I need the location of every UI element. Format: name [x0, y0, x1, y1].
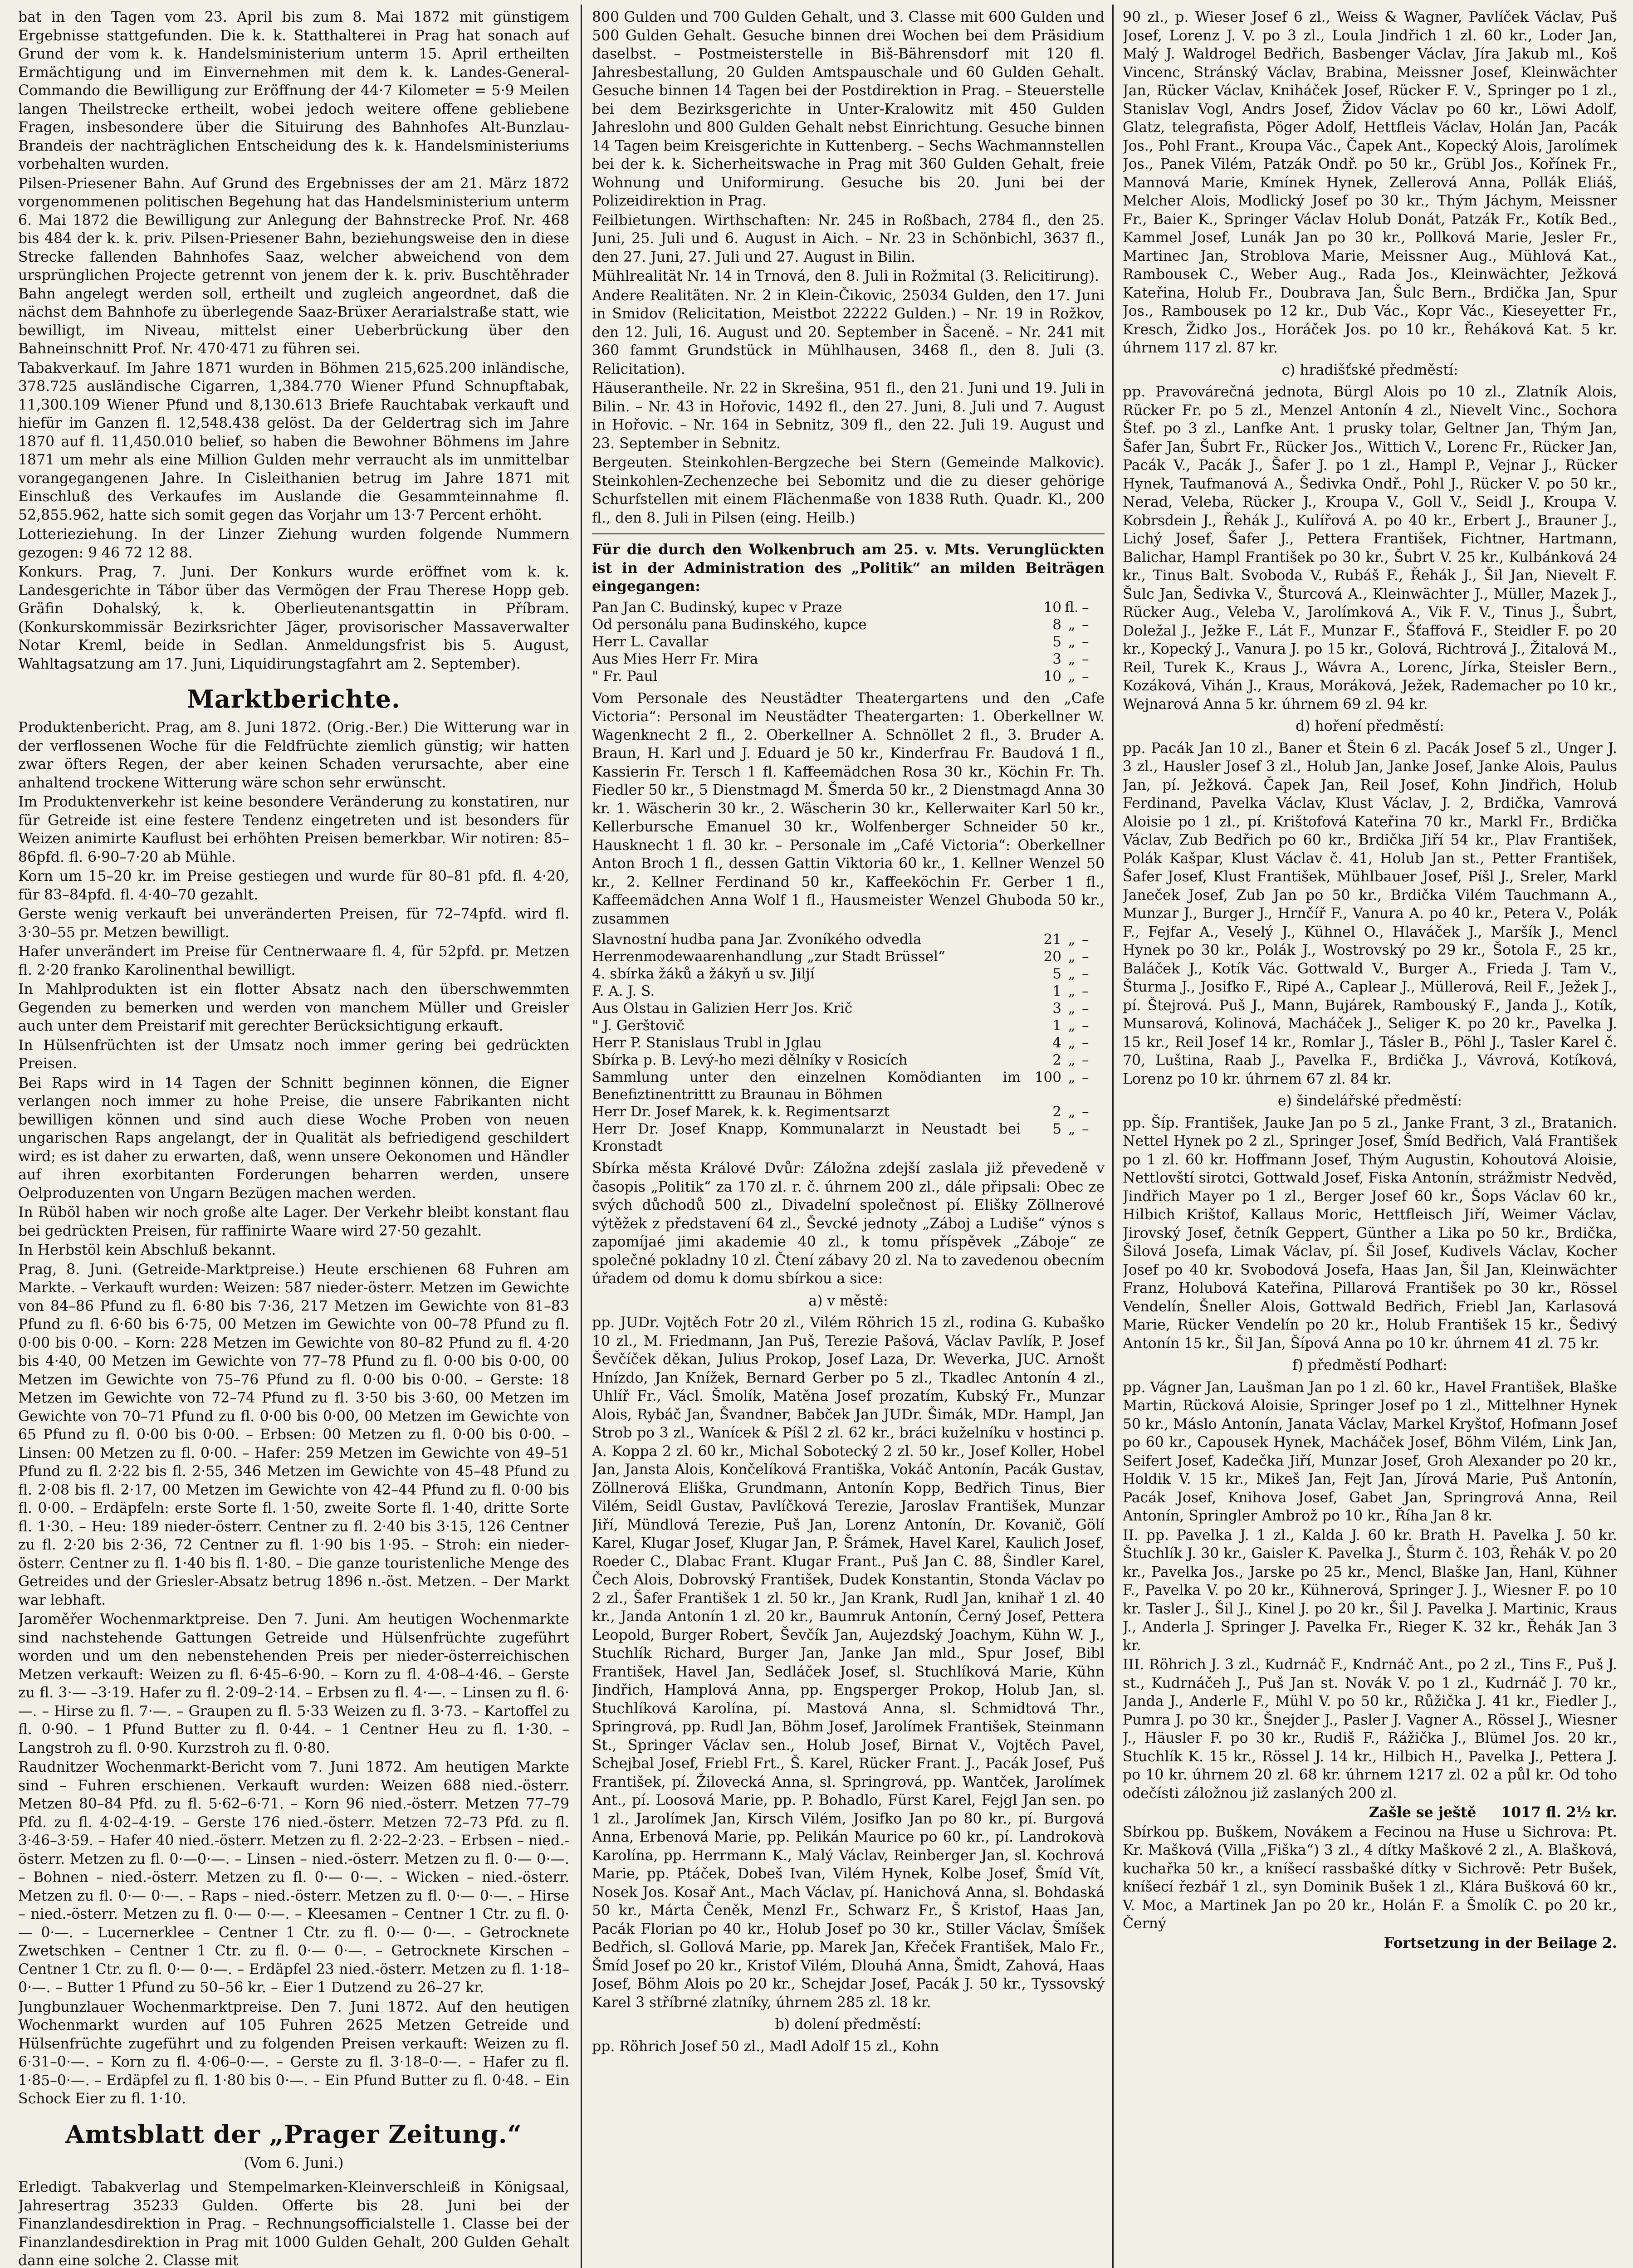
donation-cents: –: [1082, 650, 1089, 667]
donation-currency: „: [1068, 1035, 1076, 1051]
donation-donor: Herrenmodewaarenhandlung „zur Stadt Brüssel“: [592, 948, 945, 965]
donation-currency: „: [1068, 1121, 1076, 1137]
article-paragraph: In Hülsenfrüchten ist der Umsatz noch immer gering bei gedrückten Preisen.: [18, 1037, 569, 1072]
donation-amount: 100: [1034, 1069, 1061, 1085]
donation-row: [592, 1120, 1105, 1155]
donation-row: [592, 1000, 1105, 1017]
donation-donor: F. A. J. S.: [592, 983, 655, 999]
article-paragraph: bat in den Tagen vom 23. April bis zum 8. Mai 1872 mit günstigem Ergebnisse stattgefunden. Die k. k. Statthalterei in Prag hat sonach auf Grund der vom k. k. Handelsministerium unterm 15. April ertheilten Ermächtigung und im Einvernehmen mit dem k. k. Landes-General-Commando die Bewilligung zur Eröffnung der 44·7 Kilometer = 5·9 Meilen langen Theilstrecke ertheilt, wobei jedoch weitere offene gebliebene Fragen, insbesondere über die Situirung des Bahnhofes Alt-Bunzlau-Brandeis der nachträglichen Entscheidung des k. k. Handelsministeriums vorbehalten wurden.: [18, 9, 569, 172]
donation-row: [592, 1034, 1105, 1051]
article-paragraph: Produktenbericht. Prag, am 8. Juni 1872. (Orig.-Ber.) Die Witterung war in der verflossenen Woche für die Feldfrüchte ziemlich günstig; wir hatten zwar öfters Regen, der aber keinen Schaden verursachte, aber eine anhaltend trockene Witterung wäre schon sehr erwünscht.: [18, 719, 569, 791]
article-paragraph: Vom Personale des Neustädter Theatergartens und den „Cafe Victoria“: Personal im Neustädter Theatergarten: 1. Oberkellner W. Wagenknecht 2 fl., 2. Oberkellner A. Schnöllet 2 fl., 3. Bruder A. Braun, H. Karl und J. Eduard je 50 kr., Kinderfrau Fr. Baudová 1 fl., Kassierin Fr. Tersch 1 fl. Kaffeemädchen Rosa 30 kr., Köchin Fr. Th. Fiedler 50 kr., 5 Dienstmagd M. Šmerda 50 kr., 2 Dienstmagd Anna 30 kr. 1. Wäscherin 30 kr., 2. Wäscherin 30 kr., Kellerwaiter Karl 50 kr., Kellerbursche Emanuel 30 kr., Wolfenberger Schneider 50 kr., Hausknecht 1 fl. 30 kr. – Personale im „Café Victoria“: Oberkellner Anton Broch 1 fl., dessen Gattin Viktoria 60 kr., 1. Kellner Wenzel 50 kr., 2. Kellner Ferdinand 50 kr., Kaffeeköchin Fr. Gerber 1 fl., Kaffeemädchen Anna Wolf 1 fl., Hausmeister Wenzel Ghuboda 50 kr., zusammen: [592, 690, 1105, 927]
donation-donor: Od personálu pana Budinského, kupce: [592, 616, 867, 633]
article-paragraph: pp. Pacák Jan 10 zl., Baner et Štein 6 zl. Pacák Josef 5 zl., Unger J. 3 zl., Hausler Josef 3 zl., Holub Jan, Janke Josef, Janke Alois, Paulus Jan, pí. Ježková. Čapek Jan, Reil Josef, Kohn Jindřich, Holub Ferdinand, Pavelka Václav, Klust Václav, J. 2, Brdička, Vamrová Aloisie po 1 zl., pí. Krištofová Kateřina 70 kr., Markl Fr., Brdička Václav, Zub Bedřich po 60 kr., Brdička Jiří 54 kr., Plav František, Polák Kašpar, Klust Václav č. 41, Holub Jan st., Petter František, Šafer Josef, Klust František, Mühlbauer Josef, Píšl J., Sreler, Markl Janeček Josef, Zub Jan po 50 kr., Brdička Vilém Tauchmann A., Munzar J., Burger J., Hrnčíř F., Vanura A. po 40 kr., Petera V., Polák F., Fejfar A., Veselý J., Kühnel O., Hlaváček J., Maršík J., Mencl Hynek po 30 kr., Polák J., Wostrovský po 29 kr., Šotola F., 25 kr., Baláček J., Kotík Vác. Gottwald V., Burger A., Frieda J. Tam V., Šturma J., Josifko F., Ripé A., Caplear J., Müllerová, Reil F., Ježek J., pí. Štejrová. Puš J., Mann, Bujárek, Rambouský F., Janda J., Kotík, Munsarová, Kolinová, Macháček J., Seliger K. po 20 kr., Pavelka J. 15 kr., Reil Josef 14 kr., Romlar J., Tásler B., Pöhl J., Tasler Karel č. 70, Luština, Raab J., Pavelka F., Brdička J., Vávrová, Kotíková, Lorenz po 10 kr. úhrnem 67 zl. 84 kr.: [1123, 740, 1617, 1087]
column-2: [592, 8, 1105, 2268]
column-3: [1123, 8, 1617, 2268]
article-paragraph: Gerste wenig verkauft bei unveränderten Preisen, für 72–74pfd. wird fl. 3·30–55 pr. Metzen bewilligt.: [18, 906, 569, 941]
donation-row: [592, 668, 1105, 685]
donation-currency: „: [1068, 616, 1076, 633]
donation-amount: 4: [1052, 1035, 1061, 1051]
donation-amount: 3: [1052, 1000, 1061, 1017]
donation-currency: „: [1068, 1104, 1076, 1120]
donation-currency: „: [1068, 948, 1076, 965]
subsection-label: d) hoření předměstí:: [1296, 718, 1444, 734]
article-paragraph: Korn um 15–20 kr. im Preise gestiegen und wurde für 80–81 pfd. fl. 4·20, für 83–84pfd. fl. 4·40–70 gezahlt.: [18, 868, 569, 903]
article-paragraph: pp. JUDr. Vojtěch Fotr 20 zl., Vilém Röhrich 15 zl., rodina G. Kubaško 10 zl., M. Friedmann, Jan Puš, Terezie Pašová, Václav Pavlík, P. Josef Ševčíček děkan, Julius Prokop, Josef Laza, Dr. Weverka, JUC. Arnošt Hnízdo, Jan Knížek, Bernard Gerber po 5 zl., Tkadlec Antonín 4 zl., Uhlíř Fr., Václ. Šmolík, Matěna Josef prozatím, Kubský Fr., Munzar Alois, Rybáč Jan, Švandner, Babček Jan JUDr. Šimák, MDr. Hampl, Jan Strob po 3 zl., Wanícek & Píšl 2 zl. 62 kr., bráci kuželníku v hostinci p. A. Koppa 2 zl. 60 kr., Michal Sobotecký 2 zl. 50 kr., Josef Koller, Hobel Jan, Jansta Alois, Končelíková Františka, Vokáč Antonín, Pacák Gustav, Zöllnerová Eliška, Grundmann, Antonín Kopp, Bedřich Tinus, Bier Vilém, Seidl Gustav, Pavlíčková Terezie, Jaroslav František, Munzar Jiří, Mündlová Terezie, Puš Jan, Lorenz Antonín, Dr. Kovanič, Gölí Karel, Klugar Josef, Klugar Jan, P. Šrámek, Havel Karel, Kaulich Josef, Roeder C., Dlabac Frant. Klugar Frant., Puš Jan C. 88, Šindler Karel, Čech Alois, Dobrovský František, Dudek Konstantin, Stonda Václav po 2 zl., Šafer František 1 zl. 50 kr., Jan Krank, Rudl Jan, knihař 1 zl. 40 kr., Janda Antonín 1 zl. 20 kr., Baumruk Antonín, Černý Josef, Pettera Leopold, Burger Robert, Ševčík Jan, Aujezdský Joachym, Kühn W. J., Stuchlík Richard, Burger Jan, Janke Jan mld., Spur Josef, Bibl František, Havel Jan, Sedláček Josef, sl. Stuchlíková Marie, Kühn Jindřich, Hamplová Anna, pp. Engsperger Prokop, Holub Jan, sl. Stuchlíková Karolína, pí. Mastová Anna, sl. Schmidtová Thr., Springrová, pp. Rudl Jan, Böhm Josef, Jarolímek František, Steinmann St., Springer Václav sen., Holub Josef, Birnat V., Vojtěch Pavel, Schejbal Josef, Friebl Frt., Š. Karel, Rücker Frant. J., Pacák Josef, Puš František, pí. Žilovecká Anna, sl. Springrová, pp. Wantček, Jarolímek Ant., pí. Loosová Marie, pp. P. Bohadlo, Fürst Karel, Fejgl Jan sen. po 1 zl., Jarolímek Jan, Kirsch Vilém, Josifko Jan po 80 kr., pí. Burgová Anna, Erbenová Marie, pp. Pelikán Maurice po 60 kr., pí. Landrokovà Karolína, pp. Herrmann K., Malý Václav, Reinberger Jan, sl. Kochrová Marie, pp. Ptáček, Dobeš Ivan, Vilém Hynek, Kolbe Josef, Šmíd Vít, Nosek Jos. Kosař Ant., Mach Václav, pí. Hanichová Anna, sl. Bohdaská 50 kr., Márta Čeněk, Menzl Fr., Schwarz Fr., Š Kristof, Haas Jan, Pacák Florian po 40 kr., Holub Josef po 30 kr., Stiller Václav, Šmíšek Bedřich, sl. Gollová Marie, pp. Marek Jan, Křeček František, Malo Fr., Šmíd Josef po 20 kr., Kristof Vilém, Dlouhá Anna, Šmidt, Zahová, Haas Josef, Böhm Alois po 20 kr., Schejdar Josef, Pacák J. 50 kr., Tyssovský Karel 3 stříbrné zlatníky, úhrnem 285 zl. 18 kr.: [592, 1315, 1105, 2011]
remaining-label: Zašle se ještě: [1369, 1804, 1477, 1821]
donation-donor: Sammlung unter den einzelnen Komödianten im Benefiztinentrittt zu Braunau in Böhmen: [592, 1069, 1021, 1103]
donation-row: [592, 982, 1105, 1000]
continuation-note: Fortsetzung in der Beilage 2.: [1384, 1934, 1617, 1951]
donation-cents: –: [1082, 1017, 1089, 1034]
donation-cents: –: [1082, 948, 1089, 965]
article-paragraph: Im Produktenverkehr ist keine besondere Veränderung zu konstatiren, nur für Getreide ist eine festere Tendenz eingetreten und ist besonders für Weizen animirte Kauflust bei erhöhten Preisen bemerkbar. Wir notiren: 85–86pfd. fl. 6·90–7·20 ab Mühle.: [18, 794, 569, 865]
article-paragraph: III. Röhrich J. 3 zl., Kudrnáč F., Kndrnáč Ant., po 2 zl., Tins F., Puš J. st., Kudrnáčeh J., Puš Jan st. Novák V. po 1 zl., Kudrnáč J. 70 kr., Janda J., Anderle F., Mühl V. po 50 kr., Růžička J. 41 kr., Fiedler J., Pumra J. po 30 kr., Šnejder J., Pasler J. Vagner A., Rössel J., Wiesner J., Häusler F. po 30 kr., Rudiš F., Rážička J., Blümel Jos. 20 kr., Stuchlík K. 15 kr., Rössel J. 14 kr., Hilbich H., Pavelka J., Pettera J. po 10 kr. úhrnem 20 zl. 68 kr. úhrnem 1217 zl. 02 a půl kr. Od toho odečísti záložnou již zaslaných 200 zl.: [1123, 1657, 1617, 1802]
article-paragraph: Mühlrealität Nr. 14 in Trnová, den 8. Juli in Rožmital (3. Relicitirung).: [592, 268, 1100, 284]
donation-currency: „: [1068, 1000, 1076, 1017]
donation-row: [592, 650, 1105, 668]
article-paragraph: pp. Röhrich Josef 50 zl., Madl Adolf 15 zl., Kohn: [592, 2038, 939, 2055]
donation-row: [592, 616, 1105, 633]
donation-donor: " J. Gerštovič: [592, 1017, 684, 1034]
donation-donor: Sbírka p. B. Levý-ho mezi dělníky v Rosicích: [592, 1052, 908, 1068]
donation-cents: –: [1082, 668, 1089, 684]
donation-currency: „: [1068, 966, 1076, 982]
donation-cents: –: [1082, 633, 1089, 650]
article-paragraph: Hafer unverändert im Preise für Centnerwaare fl. 4, für 52pfd. pr. Metzen fl. 2·20 franko Karolinenthal bewilligt.: [18, 943, 569, 978]
subsection-label: f) předměstí Podharť:: [1292, 1357, 1447, 1374]
article-paragraph: In Rüböl haben wir noch große alte Lager. Der Verkehr bleibt konstant flau bei gedrückten Preisen, für raffinirte Waare wird 27·50 gezahlt.: [18, 1204, 569, 1239]
donation-amount: 21: [1043, 931, 1061, 948]
donation-currency: fl.: [1065, 599, 1079, 616]
donation-donor: Herr Dr. Josef Marek, k. k. Regimentsarzt: [592, 1104, 890, 1120]
donation-cents: –: [1082, 599, 1089, 616]
divider: [592, 533, 1105, 534]
column-rule: [581, 5, 582, 2268]
donation-amount: 1: [1052, 1017, 1061, 1034]
donation-amount: 5: [1052, 1121, 1061, 1137]
article-paragraph: Pilsen-Priesener Bahn. Auf Grund des Ergebnisses der am 21. März 1872 vorgenommenen politischen Begehung hat das Handelsministerium unterm 6. Mai 1872 die Bewilligung zur Anlegung der Bahnstrecke Prof. Nr. 468 bis 484 der k. k. priv. Pilsen-Priesener Bahn, beziehungsweise den in diese Strecke fallenden Bahnhofes Saaz, welcher abweichend von dem ursprünglichen Projecte getrennt von jenem der k. k. priv. Buschtěhrader Bahn angelegt werden soll, ertheilt und zugleich angeordnet, daß die nächst dem Bahnhofe zu überlegende Saaz-Brüxer Aerarialstraße statt, wie bewilligt, im Niveau, mittelst einer Ueberbrückung über den Bahneinschnitt Prof. Nr. 470·471 zu führen sei.: [18, 175, 569, 357]
donation-row: [592, 965, 1105, 982]
section-heading: Amtsblatt der „Prager Zeitung.“: [65, 2119, 522, 2149]
donation-cents: –: [1082, 1121, 1089, 1137]
donation-row: [592, 1069, 1105, 1103]
donations-table-2: [592, 931, 1105, 1155]
donation-cents: –: [1082, 1069, 1089, 1085]
article-paragraph: Raudnitzer Wochenmarkt-Bericht vom 7. Juni 1872. Am heutigen Markte sind – Fuhren erschienen. Verkauft wurden: Weizen 688 nied.-österr. Metzen 80–84 Pfd. zu fl. 5·62–6·71. – Korn 96 nied.-österr. Metzen 77–79 Pfd. zu fl. 4·02–4·19. – Gerste 176 nied.-österr. Metzen 72–73 Pfd. zu fl. 3·46–3·59. – Hafer 40 nied.-österr. Metzen zu fl. 2·22–2·23. – Erbsen – nied.-österr. Metzen zu fl. 0·—0·—. – Linsen – nied.-österr. Metzen zu fl. 0·— 0·—. – Bohnen – nied.-österr. Metzen zu fl. 0·— 0·—. – Wicken – nied.-österr. Metzen zu fl. 0·— 0·—. – Raps – nied.-österr. Metzen zu fl. 0·— 0·—. – Hirse – nied.-österr. Metzen zu fl. 0·— 0·—. – Kleesamen – Centner 1 Ctr. zu fl. 0·— 0·—. – Lucernerklee – Centner 1 Ctr. zu fl. 0·— 0·—. – Getrocknete Zwetschken – Centner 1 Ctr. zu fl. 0·— 0·—. – Getrocknete Kirschen – Centner 1 Ctr. zu fl. 0·— 0·—. – Erdäpfel 23 nied.-österr. Metzen zu fl. 1·18–0·—. – Butter 1 Pfund zu 50–56 kr. – Eier 1 Dutzend zu 26–27 kr.: [18, 1759, 569, 1996]
donation-currency: „: [1068, 983, 1076, 999]
donation-row: [592, 948, 1105, 965]
donation-row: [592, 599, 1105, 616]
donation-currency: „: [1068, 1017, 1076, 1034]
remaining-value: 1017 fl. 2½ kr.: [1501, 1804, 1617, 1821]
donation-row: [592, 931, 1105, 948]
donation-cents: –: [1082, 966, 1089, 982]
article-paragraph: pp. Pravovárečná jednota, Bürgl Alois po 10 zl., Zlatník Alois, Rücker Fr. po 5 zl., Menzel Antonín 4 zl., Nievelt Vinc., Sochora Štef. po 3 zl., Lanfke Ant. 1 prusky tolar, Geltner Jan, Thým Jan, Šafer Jan, Šubrt Fr., Rücker Jos., Wittich V., Lorenc Fr., Rücker Jan, Pacák V., Pacák J., Šafer J. po 1 zl., Hampl P., Vejnar J., Rücker Hynek, Taufmanová A., Šedivka Ondř., Pohl J., Rücker V. po 50 kr., Nerad, Veleba, Rücker J., Kroupa V., Goll V., Seidl J., Kroupa V. Kobrsdein J., Řehák J., Kulířová A. po 40 kr., Erbert J., Brauner J., Lichý Josef, Šafer J., Pettera František, Fichtner, Hartmann, Balichar, Hampl František po 30 kr., Šubrt V. 25 kr., Kulbánková 24 kr., Tinus Balt. Svoboda V., Rubáš F., Řehák J., Šil Jan, Nievelt F. Šulc Jan, Šedivka V., Šturcová A., Kleinwächter J., Müller, Mazek J., Rücker Aug., Veleba V., Jarolímková A., Vik F. V., Tinus J., Šubrt, Doležal J., Ježke F., Lát F., Munzar F., Šťaffová F., Steidler F. po 20 kr., Kopecký J., Vanura J. po 15 kr., Golová, Richtrová J., Žitalová M., Reil, Turek K., Kraus J., Wávra A., Lorenc, Jírka, Steisler Bern., Kozáková, Vihán J., Kraus, Moráková, Ježek, Rademacher po 10 kr., Wejnarová Anna 5 kr. úhrnem 69 zl. 94 kr.: [1123, 384, 1617, 713]
donations-table-1: [592, 599, 1105, 685]
article-paragraph: 800 Gulden und 700 Gulden Gehalt, und 3. Classe mit 600 Gulden und 500 Gulden Gehalt. Gesuche binnen drei Wochen bei dem Präsidium daselbst. – Postmeisterstelle in Biš-Bährensdorf mit 120 fl. Jahresbestallung, 20 Gulden Amtspauschale und 60 Gulden Gehalt. Gesuche binnen 14 Tagen bei der Postdirektion in Prag. – Steuerstelle bei dem Bezirksgerichte in Unter-Kralowitz mit 450 Gulden Jahreslohn und 800 Gulden Gehalt nebst Einrichtung. Gesuche binnen 14 Tagen beim Kreisgerichte in Kuttenberg. – Sechs Wachmannstellen bei der k. k. Sicherheitswache in Prag mit 360 Gulden Gehalt, freie Wohnung und Uniformirung. Gesuche bis 20. Juni bei der Polizeidirektion in Prag.: [592, 9, 1105, 209]
article-paragraph: Jungbunzlauer Wochenmarktpreise. Den 7. Juni 1872. Auf den heutigen Wochenmarkt wurden auf 105 Fuhren 2625 Metzen Getreide und Hülsenfrüchte zugeführt und zu folgenden Preisen verkauft: Weizen zu fl. 6·31–0·—. – Korn zu fl. 4·06–0·—. – Gerste zu fl. 3·18–0·—. – Hafer zu fl. 1·85–0·—. – Erdäpfel zu fl. 1·80 bis 0·—. – Ein Pfund Butter zu fl. 0·48. – Ein Schock Eier zu fl. 1·10.: [18, 1999, 569, 2107]
subsection-label: a) v městě:: [808, 1292, 888, 1309]
column-rule: [1112, 5, 1114, 2268]
article-paragraph: Jaroměřer Wochenmarktpreise. Den 7. Juni. Am heutigen Wochenmarkte sind nachstehende Gattungen Getreide und Hülsenfrüchte zugeführt worden und um den nebenstehenden Preis per nieder-österreichischen Metzen verkauft: Weizen zu fl. 6·45–6·90. – Korn zu fl. 4·08–4·46. – Gerste zu fl. 3·— –3·19. Hafer zu fl. 2·09–2·14. – Erbsen zu fl. 4·—. – Linsen zu fl. 6·—. – Hirse zu fl. 7·—. – Graupen zu fl. 5·33 Weizen zu fl. 3·73. – Kartoffel zu fl. 0·90. – 1 Pfund Butter zu fl. 0·44. – 1 Centner Heu zu fl. 1·30. – Langstroh zu fl. 0·90. Kurzstroh zu fl. 0·80.: [18, 1611, 569, 1756]
donation-amount: 8: [1052, 616, 1061, 633]
donation-donor: Herr L. Cavallar: [592, 633, 709, 650]
donation-cents: –: [1082, 931, 1089, 948]
subsection-label: b) dolení předměstí:: [775, 2016, 922, 2033]
donation-row: [592, 1017, 1105, 1034]
donation-donor: " Fr. Paul: [592, 668, 658, 684]
donation-currency: „: [1068, 1069, 1076, 1085]
donation-currency: „: [1068, 1052, 1076, 1068]
donation-donor: Aus Olstau in Galizien Herr Jos. Krič: [592, 1000, 853, 1017]
donation-amount: 1: [1052, 983, 1061, 999]
article-paragraph: pp. Šíp. František, Jauke Jan po 5 zl., Janke Frant, 3 zl., Bratanich. Nettel Hynek po 2 zl., Springer Josef, Šmíd Bedřich, Valá František po 1 zl. 60 kr. Hoffmann Josef, Thým Augustin, Kohoutová Aloisie, Nettlovští sirotci, Gottwald Josef, Fiska Antonín, strážmistr Nedvěd, Jindřich Mayer po 1 zl., Berger Josef 60 kr., Šops Václav 60 kr., Hilbich Krištof, Kallaus Moric, Hettfleisch Jiří, Weimer Václav, Jirovský Josef, četník Geppert, Günther a Lika po 50 kr., Brdička, Šilová Josefa, Limak Václav, pí. Šil Josef, Kudivels Václav, Kocher Josef po 40 kr. Svobodová Josefa, Haas Jan, Šil Jan, Kleinwächter Franz, Holubová Kateřina, Pillarová František po 30 kr., Rössel Vendelín, Šneller Alois, Gottwald Bedřich, Friebl Jan, Karlasová Marie, Rücker Vendelín po 20 kr., Holub František 15 kr., Šedivý Antonín 15 kr., Šil Jan, Šípová Anna po 10 kr. úhrnem 41 zl. 75 kr.: [1123, 1114, 1617, 1352]
donation-donor: Aus Mies Herr Fr. Mira: [592, 650, 758, 667]
donation-currency: „: [1068, 668, 1076, 684]
article-paragraph: Konkurs. Prag, 7. Juni. Der Konkurs wurde eröffnet vom k. k. Landesgerichte in Tábor über das Vermögen der Frau Therese Hopp geb. Gräfin Dohalský, k. k. Oberlieutenantsgattin in Příbram. (Konkurskommissär Bezirksrichter Jäger, provisorischer Massaverwalter Notar Kreml, beide in Sedlan. Anmeldungsfrist bis 5. August, Wahltagsatzung am 17. Juni, Liquidirungstagfahrt am 2. September).: [18, 564, 569, 672]
article-paragraph: In Mahlprodukten ist ein flotter Absatz nach den überschwemmten Gegenden zu bemerken und werden von manchem Müller und Greisler auch unter dem Preistarif mit gerechter Berücksichtigung erkauft.: [18, 981, 569, 1034]
article-paragraph: Bergeuten. Steinkohlen-Bergzeche bei Stern (Gemeinde Malkovic). Steinkohlen-Zechenzeche bei Sebomitz und die zu dieser gehörige Schurfstellen mit einem Flächenmaße von 1838 Ruth. Quadr. Kl., 200 fl., den 8. Juli in Pilsen (eing. Heilb.): [592, 455, 1105, 526]
article-paragraph: Feilbietungen. Wirthschaften: Nr. 245 in Roßbach, 2784 fl., den 25. Juni, 25. Juli und 6. August in Aich. – Nr. 23 in Schönbichl, 3637 fl., den 27. Juni, 27. Juli und 27. August in Bilin.: [592, 212, 1105, 265]
donation-cents: –: [1082, 1104, 1089, 1120]
article-paragraph: Sbírka města Králové Dvůr: Záložna zdejší zaslala již převedeně v časopis „Politik“ za 170 zl. r. č. úhrnem 200 zl., dále připsali: Obec ze svých důchodů 500 zl., Divadelní společnost pí. Elišky Zöllnerové výtěžek z představení 64 zl., Ševcké jednoty „Záboj a Ludiše“ výnos s zapomíjaé jimi akademie 40 zl., k tomu příspěvek „Záboje“ ze společné pokladny 10 zl. Čtení zábavy 20 zl. Na to zavedenou obecním úřadem od domu k domu sbírkou a sice:: [592, 1160, 1105, 1287]
donation-row: [592, 1103, 1105, 1120]
donation-currency: „: [1068, 650, 1076, 667]
article-paragraph: Bei Raps wird in 14 Tagen der Schnitt beginnen können, die Eigner verlangen noch immer zu hohe Preise, die unsere Fabrikanten nicht bewilligen können und sind auch diese Woche Proben von neuen ungarischen Raps angelangt, der in Qualität als befriedigend geschildert wird; es ist daher zu erwarten, daß, wenn unsere Oekonomen und Händler auf ihren exorbitanten Forderungen beharren werden, unsere Oelproduzenten von Ungarn Bezügen machen werden.: [18, 1075, 569, 1202]
donation-currency: „: [1068, 931, 1076, 948]
donation-row: [592, 633, 1105, 650]
donation-cents: –: [1082, 1000, 1089, 1017]
donation-cents: –: [1082, 1052, 1089, 1068]
article-paragraph: II. pp. Pavelka J. 1 zl., Kalda J. 60 kr. Brath H. Pavelka J. 50 kr. Štuchlík J. 30 kr., Gaisler K. Pavelka J., Šturm č. 103, Řehák V. po 20 kr., Pavelka Jos., Jarske po 25 kr., Mencl, Blaške Jan, Hanl, Kühner F., Pavelka V. po 20 kr., Kühnerová, Springer J. J., Wiesner F. po 10 kr. Tasler J., Šil J., Kinel J. po 20 kr., Šil J. Pavelka J. Martinic, Kraus J., Anderla J. Springer J. Pavelka Fr., Rieger K. 32 kr., Řehák Jan 3 kr.: [1123, 1527, 1617, 1654]
donation-amount: 5: [1052, 633, 1061, 650]
donation-row: [592, 1051, 1105, 1069]
article-paragraph: Prag, 8. Juni. (Getreide-Marktpreise.) Heute erschienen 68 Fuhren am Markte. – Verkauft wurden: Weizen: 587 nieder-österr. Metzen im Gewichte von 84–86 Pfund zu fl. 6·80 bis 7·36, 217 Metzen im Gewichte von 81–83 Pfund zu fl. 6·60 bis 6·75, 00 Metzen im Gewichte von 00–78 Pfund zu fl. 0·00 bis 0·00. – Korn: 228 Metzen im Gewichte von 80–82 Pfund zu fl. 4·20 bis 4·40, 00 Metzen im Gewichte von 77–78 Pfund zu fl. 0·00 bis 0·00, 00 Metzen im Gewichte von 75–76 Pfund zu fl. 0·00 bis 0·00. – Gerste: 18 Metzen im Gewichte von 72–74 Pfund zu fl. 3·50 bis 3·60, 00 Metzen im Gewichte von 70–71 Pfund zu fl. 0·00 bis 0·00, 00 Metzen im Gewichte von 65 Pfund zu fl. 0·00 bis 0·00. – Erbsen: 00 Metzen zu fl. 0·00 bis 0·00. – Linsen: 00 Metzen zu fl. 0·00. – Hafer: 259 Metzen im Gewichte von 49–51 Pfund zu fl. 2·22 bis fl. 2·55, 346 Metzen im Gewichte von 45–48 Pfund zu fl. 2·08 bis fl. 2·17, 00 Metzen im Gewichte von 42–44 Pfund zu fl. 0·00 bis fl. 0·00. – Erdäpfeln: erste Sorte fl. 1·50, zweite Sorte fl. 1·40, dritte Sorte fl. 1·30. – Heu: 189 nieder-österr. Centner zu fl. 2·40 bis 3·15, 126 Centner zu fl. 2·20 bis 2·36, 72 Centner zu fl. 1·90 bis 1·95. – Stroh: ein nieder-österr. Centner zu fl. 1·40 bis fl. 1·80. – Die ganze touristenliche Menge des Getreides und der Griesler-Absatz betrug 1896 n.-öst. Metzen. – Der Markt war lebhaft.: [18, 1261, 569, 1608]
article-paragraph: 90 zl., p. Wieser Josef 6 zl., Weiss & Wagner, Pavlíček Václav, Puš Josef, Lorenz J. V. po 3 zl., Loula Jindřich 1 zl. 60 kr., Loder Jan, Malý J. Waldrogel Bedřich, Basbenger Václav, Jíra Jakub ml., Koš Vincenc, Stránský Václav, Brabina, Meissner Josef, Kleinwächter Jan, Rücker Václav, Kniháček Josef, Rücker F. V., Springer po 1 zl., Stanislav Vogl, Andrs Josef, Židov Václav po 60 kr., Löwi Adolf, Glatz, telegrafista, Pöger Adolf, Hettfleis Václav, Holán Jan, Pacák Jos., Pohl Frant., Kroupa Vác., Čapek Ant., Kopecký Alois, Jarolímek Jos., Panek Vilém, Patzák Ondř. po 50 kr., Grübl Jos., Kořínek Fr., Mannová Marie, Kmínek Hynek, Zellerová Anna, Pollák Eliáš, Melcher Alois, Modlický Josef po 30 kr., Thým Jáchym, Meissner Fr., Baier K., Springer Václav Holub Donát, Patzák Fr., Kotík Bed., Kammel Josef, Lunák Jan po 30 kr., Pollková Marie, Jesler Fr., Martinec Jan, Stroblova Marie, Meissner Aug., Mühlová Kat., Rambousek C., Weber Aug., Rada Jos., Kleinwächter, Ježková Kateřina, Holub Fr., Doubrava Jan, Šulc Bern., Brdička Jan, Spur Jos., Rambousek po 12 kr., Dub Vác., Kopr Vác., Kieseyetter Fr., Kresch, Židko Jos., Horáček Jos. po 10 kr., Řeháková Kat. 5 kr. úhrnem 117 zl. 87 kr.: [1123, 9, 1617, 356]
donation-currency: „: [1068, 633, 1076, 650]
subsection-label: e) šindelářské předměstí:: [1277, 1093, 1462, 1109]
remaining-total: [1123, 1804, 1617, 1822]
donations-heading: Für die durch den Wolkenbruch am 25. v. Mts. Verunglückten ist in der Administration des „Politik“ an milden Beiträgen eingegangen:: [592, 541, 1105, 595]
article-paragraph: pp. Vágner Jan, Laušman Jan po 1 zl. 60 kr., Havel František, Blaške Martin, Rücková Aloisie, Springer Josef po 1 zl., Mittelhner Hynek 50 kr., Máslo Antonín, Janata Václav, Markel Kryštof, Hofmann Josef po 60 kr., Capousek Hynek, Macháček Josef, Böhm Vilém, Link Jan, Seifert Josef, Kadečka Jiří, Munzar Josef, Groh Alexander po 20 kr., Holdik V. 15 kr., Mikeš Jan, Fejt Jan, Jírová Marie, Puš Antonín, Pacák Josef, Knihova Josef, Gabet Jan, Springrová Anna, Reil Antonín, Springler Ambrož po 10 kr., Říha Jan 8 kr.: [1123, 1379, 1617, 1524]
donation-donor: 4. sbírka žáků a žákyň u sv. Jiljí: [592, 966, 815, 982]
donation-amount: 2: [1052, 1104, 1061, 1120]
subsection-label: c) hradišťské předměstí:: [1281, 362, 1458, 378]
donation-donor: Pan Jan C. Budinský, kupec v Praze: [592, 599, 842, 616]
donation-cents: –: [1082, 616, 1089, 633]
article-paragraph: Lotterieziehung. In der Linzer Ziehung wurden folgende Nummern gezogen: 9 46 72 12 88.: [18, 526, 569, 561]
donation-amount: 10: [1043, 668, 1061, 684]
article-paragraph: Häuserantheile. Nr. 22 in Skrešina, 951 fl., den 21. Juni und 19. Juli in Bilin. – Nr. 43 in Hořovic, 1492 fl., den 27. Juni, 8. Juli und 7. August in Hořovic. – Nr. 164 in Sebnitz, 309 fl., den 22. Juli 19. August und 23. September in Sebnitz.: [592, 380, 1105, 452]
donation-donor: Herr P. Stanislaus Trubl in Jglau: [592, 1035, 822, 1051]
article-paragraph: Sbírkou pp. Buškem, Novákem a Fecinou na Huse u Sichrova: Pt. Kr. Mašková (Villa „Fiška“) 3 zl., 4 dítky Maškové 2 zl., A. Blašková, kuchařka 50 kr., a kníšecí rassbašké dítky v Sichrově: Petr Bušek, kníšecí řezbář 1 zl., syn Dominik Bušek 1 zl., Klára Bušková 60 kr., V. Moc, a Martinek Jan po 20 kr., Holán F. a Šmolík C. po 20 kr., Černý: [1123, 1823, 1617, 1932]
article-paragraph: Tabakverkauf. Im Jahre 1871 wurden in Böhmen 215,625.200 inländische, 378.725 ausländische Cigarren, 1,384.770 Wiener Pfund Schnupftabak, 11,300.109 Wiener Pfund und 8,130.613 Briefe Rauchtabak verkauft und hiefür im Ganzen fl. 12,548.438 gelöst. Da der Geldertrag sich im Jahre 1870 auf fl. 11,450.010 belief, so haben die Bewohner Böhmens im Jahre 1871 um mehr als eine Million Gulden mehr verraucht als im unmittelbar vorangegangenen Jahre. In Cisleithanien betrug im Jahre 1871 mit Einschluß des Verkaufes im Auslande die Gesammteinnahme fl. 52,855.962, hatte sich somit gegen das Vorjahr um 13·7 Percent erhöht.: [18, 360, 569, 523]
donation-amount: 20: [1043, 948, 1061, 965]
column-1: [18, 8, 569, 2268]
section-heading: Marktberichte.: [187, 684, 401, 714]
article-paragraph: In Herbstöl kein Abschluß bekannt.: [18, 1242, 276, 1258]
donation-donor: Herr Dr. Josef Knapp, Kommunalarzt in Neustadt bei Kronstadt: [592, 1121, 1021, 1154]
section-subheading: (Vom 6. Juni.): [244, 2154, 344, 2171]
donation-donor: Slavnostní hudba pana Jar. Zvoníkého odvedla: [592, 931, 922, 948]
donation-amount: 10: [1043, 599, 1061, 616]
donation-cents: –: [1082, 983, 1089, 999]
donation-amount: 5: [1052, 966, 1061, 982]
donation-amount: 3: [1052, 650, 1061, 667]
article-paragraph: Erledigt. Tabakverlag und Stempelmarken-Kleinverschleiß in Königsaal, Jahresertrag 35233 Gulden. Offerte bis 28. Juni bei der Finanzlandesdirektion in Prag. – Rechnungsofficialstelle 1. Classe bei der Finanzlandesdirektion in Prag mit 1000 Gulden Gehalt, 200 Gulden Gehalt dann eine solche 2. Classe mit: [18, 2179, 569, 2268]
donation-amount: 2: [1052, 1052, 1061, 1068]
donation-cents: –: [1082, 1035, 1089, 1051]
article-paragraph: Andere Realitäten. Nr. 2 in Klein-Čikovic, 25034 Gulden, den 17. Juni in Smidov (Relicitation, Meistbot 22222 Gulden.) – Nr. 19 in Rožkov, den 12. Juli, 16. August und 20. September in Šaceně. – Nr. 241 mit 360 fammt Grundstück in Mühlhausen, 3468 fl., den 8. Juli (3. Relicitation).: [592, 287, 1105, 377]
